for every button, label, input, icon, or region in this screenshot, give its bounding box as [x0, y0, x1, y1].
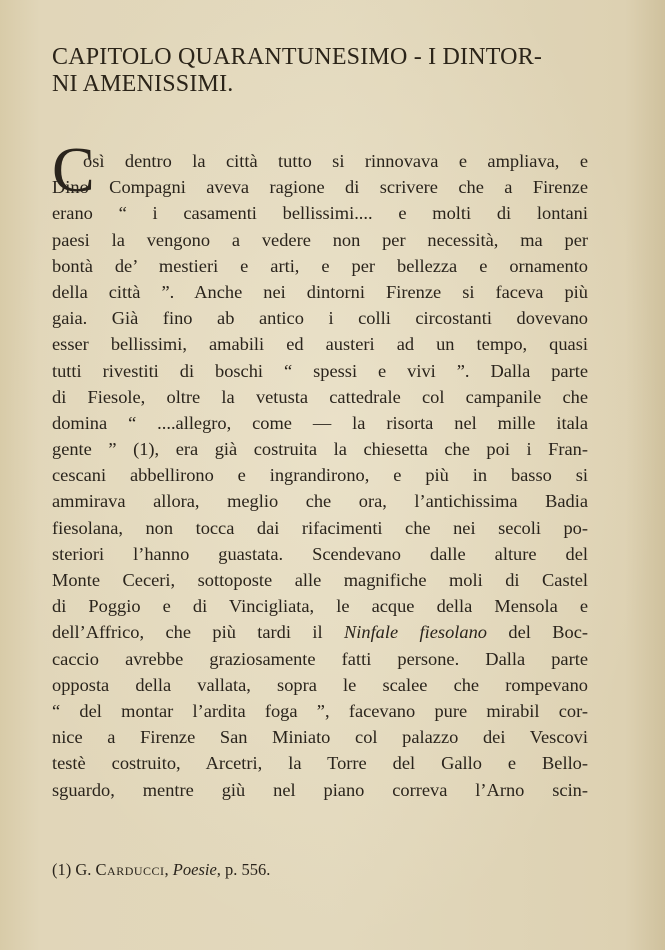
text-line: Dino Compagni aveva ragione di scrivere che a Firenze [52, 177, 588, 198]
text-line: erano “ i casamenti bellissimi.... e molti di lontani [52, 203, 588, 224]
book-title-ninfale: Ninfale fiesolano [344, 622, 487, 643]
chapter-title [52, 44, 592, 98]
footnote-marker: (1) G. [52, 860, 96, 879]
text-line: di Fiesole, oltre la vetusta cattedrale col campanile che [52, 386, 588, 407]
text-line: osì dentro la città tutto si rinnovava e ampliava, e [83, 151, 588, 171]
text-line: gaia. Già fino ab antico i colli circostanti dovevano [52, 308, 588, 329]
text-line: testè costruito, Arcetri, la Torre del Gallo e Bello- [52, 753, 588, 774]
text-line: cescani abbellirono e ingrandirono, e più in basso si [52, 465, 588, 486]
text-line: “ del montar l’ardita foga ”, facevano pure mirabil cor- [52, 700, 588, 721]
text-line: paesi la vengono a vedere non per necessità, ma per [52, 229, 588, 250]
text-line: caccio avrebbe graziosamente fatti persone. Dalla parte [52, 648, 588, 669]
text-line: gente ” (1), era già costruita la chiesetta che poi i Fran- [52, 439, 588, 460]
drop-cap: C [52, 134, 95, 205]
footnote [52, 860, 270, 880]
text-line: fiesolana, non tocca dai rifacimenti che nei secoli po- [52, 517, 588, 538]
text-line: di Poggio e di Vincigliata, le acque della Mensola e [52, 596, 588, 617]
text-line: della città ”. Anche nei dintorni Firenze si faceva più [52, 281, 588, 302]
text-line: Monte Ceceri, sottoposte alle magnifiche moli di Castel [52, 570, 588, 590]
text-line-affrico [52, 619, 588, 645]
chapter-title-line-2: NI AMENISSIMI. [52, 71, 234, 97]
chapter-title-line-1: CAPITOLO QUARANTUNESIMO - I DINTOR- [52, 44, 543, 70]
text-line: domina “ ....allegro, come — la risorta nel mille itala [52, 412, 588, 433]
text-line: opposta della vallata, sopra le scalee che rompevano [52, 674, 588, 695]
text-span: del Boc- [486, 622, 588, 643]
body-text [52, 148, 588, 803]
footnote-page: , p. 556. [216, 860, 271, 879]
text-line: sguardo, mentre giù nel piano correva l’Arno scin- [52, 779, 588, 800]
footnote-work: Poesie [172, 860, 217, 879]
text-line: ammirava allora, meglio che ora, l’antichissima Badia [52, 491, 588, 512]
text-line: nice a Firenze San Miniato col palazzo dei Vescovi [52, 727, 588, 748]
text-line: esser bellissimi, amabili ed austeri ad un tempo, quasi [52, 334, 588, 355]
footnote-sep: , [164, 860, 173, 879]
text-line: bontà de’ mestieri e arti, e per bellezza e ornamento [52, 255, 588, 276]
text-line: steriori l’hanno guastata. Scendevano dalle alture del [52, 543, 588, 564]
text-span: dell’Affrico, che più tardi il [52, 622, 344, 643]
text-line: tutti rivestiti di boschi “ spessi e vivi ”. Dalla parte [52, 360, 588, 381]
footnote-author: Carducci [95, 860, 165, 879]
